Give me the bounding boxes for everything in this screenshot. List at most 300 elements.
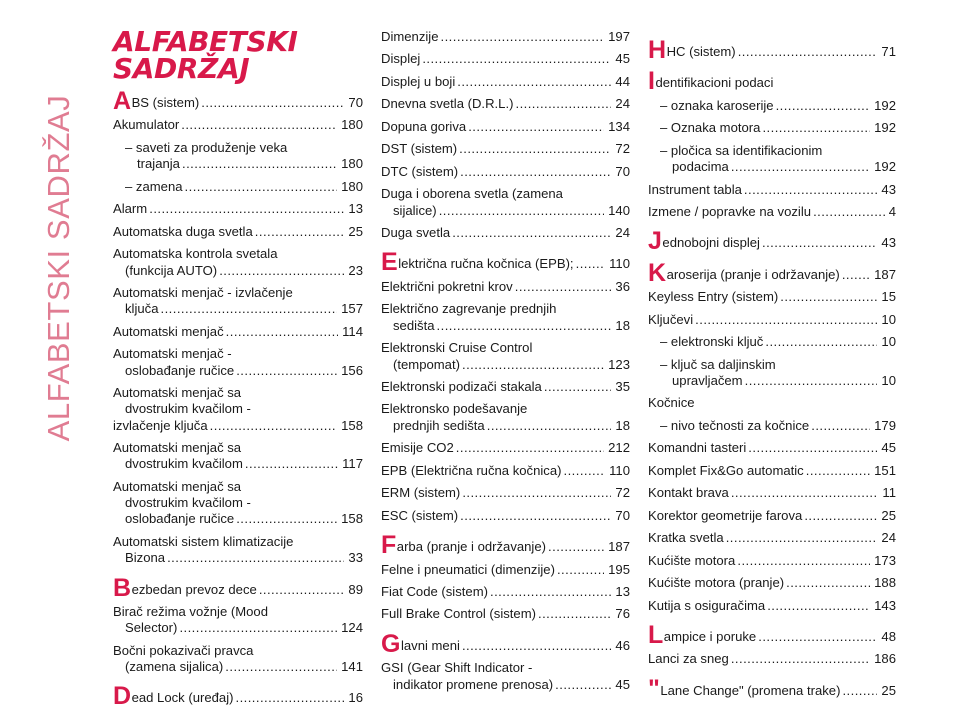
entry-text-wrap [113, 89, 344, 111]
index-entry [113, 224, 363, 240]
entry-page-number: 110 [609, 256, 630, 272]
index-entry [648, 651, 896, 667]
entry-line: Automatski menjač - [113, 346, 232, 362]
entry-label-rest: lavni meni [400, 637, 460, 653]
index-entry [648, 677, 896, 699]
entry-initial-letter: I [648, 67, 655, 96]
index-entry [113, 89, 363, 111]
entry-label-rest: ead Lock (uređaj) [131, 690, 234, 706]
entry-initial-letter: H [648, 38, 667, 61]
index-entry [381, 660, 630, 693]
entry-label [113, 89, 344, 111]
index-column-3 [648, 29, 896, 705]
index-entry [381, 74, 630, 90]
entry-page-number: 72 [615, 141, 630, 157]
entry-line: Automatski sistem klimatizacije [113, 533, 294, 549]
entry-label: Displej . . . [381, 51, 611, 67]
entry-label: Kratka svetla . . . [648, 530, 877, 546]
page-title-line1: ALFABETSKI [113, 25, 298, 58]
index-entry [648, 485, 896, 501]
entry-text-wrap [113, 604, 337, 637]
index-entry [648, 261, 896, 283]
entry-page-number: 45 [615, 676, 630, 692]
entry-text-wrap [113, 643, 337, 676]
entry-label [381, 632, 611, 654]
index-entry [113, 479, 363, 528]
entry-page-number: 4 [888, 204, 896, 220]
entry-label [648, 623, 877, 645]
entry-line: (tempomat) . . . [381, 357, 604, 373]
index-entry [113, 643, 363, 676]
entry-page-number: 10 [881, 311, 896, 327]
entry-text-wrap [113, 324, 338, 340]
entry-page-number: 25 [348, 223, 363, 239]
entry-text-wrap [113, 684, 344, 706]
entry-line: – pločica sa identifikacionim [660, 142, 823, 158]
index-entry [381, 340, 630, 373]
entry-text-wrap [660, 418, 870, 434]
entry-label [113, 246, 344, 279]
index-entry [381, 119, 630, 135]
index-entry [113, 117, 363, 133]
entry-page-number: 192 [874, 97, 896, 113]
entry-text-wrap [648, 312, 877, 328]
index-entry [381, 632, 630, 654]
entry-initial-letter: L [648, 622, 664, 646]
entry-page-number: 25 [881, 507, 896, 523]
entry-line: dvostrukim kvačilom . . . [113, 456, 338, 472]
entry-label: Automatska duga svetla . . . [113, 224, 344, 240]
entry-text-wrap [648, 598, 870, 614]
entry-label: Lanci za sneg . . . [648, 651, 870, 667]
entry-page-number: 140 [608, 202, 630, 218]
entry-label: EPB (Električna ručna kočnica) . . . [381, 463, 605, 479]
index-entry [113, 604, 363, 637]
entry-page-number: 11 [882, 485, 896, 501]
entry-text-wrap [381, 533, 604, 555]
entry-text-wrap [648, 463, 870, 479]
entry-label [381, 660, 611, 693]
entry-label [381, 250, 605, 272]
entry-label: Duga svetla . . . [381, 225, 611, 241]
entry-page-number: 45 [615, 51, 630, 67]
entry-text-wrap [660, 143, 870, 176]
entry-page-number: 35 [615, 379, 630, 394]
entry-page-number: 72 [615, 485, 630, 501]
entry-label-rest: Lane Change" (promena trake) [660, 682, 841, 698]
entry-label: DST (sistem) . . . [381, 141, 611, 157]
entry-label: Dopuna goriva . . . [381, 119, 604, 135]
entry-text-wrap [381, 440, 604, 456]
entry-page-number: 44 [615, 73, 630, 89]
entry-label [381, 401, 611, 434]
entry-text-wrap [381, 485, 611, 501]
entry-initial-letter: " [648, 676, 660, 700]
entry-line: trajanja . . . [125, 156, 337, 172]
entry-text-wrap [381, 29, 604, 45]
entry-line: Bočni pokazivači pravca [113, 642, 254, 658]
entry-page-number: 151 [874, 462, 896, 478]
entry-text-wrap [660, 98, 870, 114]
entry-text-wrap [381, 562, 604, 578]
entry-label: ERM (sistem) . . . [381, 485, 611, 501]
entry-page-number: 43 [881, 181, 896, 197]
entry-line: sedišta . . . [381, 318, 611, 334]
index-entry [113, 684, 363, 706]
side-title-svg [36, 0, 86, 678]
entry-text-wrap [381, 401, 611, 434]
entry-text-wrap [381, 379, 611, 395]
entry-page-number: 188 [874, 575, 896, 591]
entry-page-number: 46 [615, 637, 630, 653]
entry-initial-letter: J [648, 229, 662, 252]
index-entry [648, 623, 896, 645]
entry-page-number: 13 [615, 583, 630, 599]
entry-text-wrap [113, 246, 344, 279]
index-entry [113, 534, 363, 567]
entry-page-number: 18 [615, 417, 630, 433]
entry-text-wrap [648, 553, 870, 569]
entry-page-number: 33 [348, 550, 363, 566]
entry-page-number: 180 [341, 117, 363, 133]
entry-text-wrap [381, 225, 611, 241]
entry-text-wrap [381, 340, 604, 373]
entry-label [660, 143, 870, 176]
index-entry [381, 379, 630, 395]
entry-label: Fiat Code (sistem) . . . [381, 584, 611, 600]
entry-label: DTC (sistem) . . . [381, 164, 611, 180]
index-entry [648, 440, 896, 456]
entry-label [660, 357, 877, 390]
entry-text-wrap [113, 440, 338, 473]
entry-label: – oznaka karoserije . . . [660, 98, 870, 114]
entry-label [113, 285, 337, 318]
entry-line: Selector) . . . [113, 620, 337, 636]
index-entry [113, 179, 363, 195]
index-entry [113, 576, 363, 598]
entry-page-number: 180 [341, 156, 363, 172]
entry-text-wrap [648, 485, 878, 501]
entry-page-number: 10 [881, 334, 896, 350]
entry-label [381, 301, 611, 334]
index-entry [381, 508, 630, 524]
entry-page-number: 114 [342, 323, 363, 339]
entry-line: Elektronsko podešavanje [381, 401, 528, 417]
entry-text-wrap [381, 463, 605, 479]
entry-page-number: 173 [874, 552, 896, 568]
entry-text-wrap [648, 182, 877, 198]
page-title-line2: SADRŽAJ [113, 52, 250, 85]
entry-page-number: 15 [881, 289, 896, 305]
entry-page-number: 43 [881, 235, 896, 251]
entry-label: Elektronski podizači stakala . . . [381, 379, 611, 395]
entry-text-wrap [660, 334, 877, 350]
entry-page-number: 141 [341, 659, 363, 675]
index-entry [648, 98, 896, 114]
entry-page-number: 70 [615, 507, 630, 523]
index-entry [648, 395, 896, 411]
index-entry [381, 250, 630, 272]
index-entry [648, 229, 896, 251]
entry-text-wrap [381, 584, 611, 600]
entry-label [113, 385, 337, 434]
index-entry [113, 324, 363, 340]
index-entry [648, 553, 896, 569]
entry-text-wrap [381, 632, 611, 654]
entry-page-number: 70 [348, 95, 363, 110]
entry-line: ključa . . . [113, 301, 337, 317]
entry-label: Felne i pneumatici (dimenzije) . . . [381, 562, 604, 578]
entry-line: Električno zagrevanje prednjih [381, 301, 557, 317]
entry-line: Automatski menjač sa [113, 478, 242, 494]
entry-label [113, 479, 337, 528]
entry-text-wrap [660, 120, 870, 136]
entry-page-number: 123 [608, 356, 630, 372]
entry-label: Akumulator . . . [113, 117, 337, 133]
index-entry [648, 357, 896, 390]
index-entry [381, 225, 630, 241]
entry-page-number: 18 [615, 317, 630, 333]
index-entry [381, 141, 630, 157]
index-entry [381, 533, 630, 555]
entry-initial-letter: K [648, 260, 667, 283]
entry-label: Dnevna svetla (D.R.L.) . . . [381, 96, 611, 112]
entry-text-wrap [113, 576, 344, 598]
index-entry [648, 598, 896, 614]
entry-page-number: 45 [881, 440, 896, 456]
entry-page-number: 23 [348, 262, 363, 278]
index-entry [648, 312, 896, 328]
entry-line: Birač režima vožnje (Mood [113, 604, 268, 620]
entry-line: (funkcija AUTO) . . . [113, 263, 344, 279]
index-entry [381, 96, 630, 112]
entry-page-number: 124 [341, 620, 363, 636]
entry-text-wrap [381, 119, 604, 135]
entry-text-wrap [648, 508, 877, 524]
entry-label: Emisije CO2 . . . [381, 440, 604, 456]
entry-page-number: 10 [881, 372, 896, 388]
entry-page-number: 186 [874, 651, 896, 667]
index-entry [648, 530, 896, 546]
index-column-2 [381, 29, 630, 699]
entry-label: – elektronski ključ . . . [660, 334, 877, 350]
entry-text-wrap [381, 74, 611, 90]
entry-line: indikator promene prenosa) . . . [381, 677, 611, 693]
entry-line: oslobađanje ručice . . . [113, 363, 337, 379]
entry-label: Automatski menjač . . . [113, 324, 338, 340]
side-section-title [36, 0, 86, 678]
entry-label: Full Brake Control (sistem) . . . [381, 606, 611, 622]
entry-label-rest: ezbedan prevoz dece [131, 581, 257, 597]
entry-label-rest: ampice i poruke [663, 628, 757, 644]
entry-label: – zamena . . . [125, 179, 337, 195]
entry-line: upravljačem . . . [660, 373, 877, 389]
entry-text-wrap [381, 508, 611, 524]
entry-label [648, 38, 877, 60]
index-entry [113, 440, 363, 473]
entry-label [113, 576, 344, 598]
entry-label: Kućište motora (pranje) . . . [648, 575, 870, 591]
entry-page-number: 197 [608, 29, 630, 44]
entry-text-wrap [125, 179, 337, 195]
index-entry [381, 301, 630, 334]
index-entry [648, 418, 896, 434]
entry-line: Bizona . . . [113, 550, 344, 566]
entry-label-rest: dentifikacioni podaci [655, 75, 774, 91]
entry-label: Instrument tabla . . . [648, 182, 877, 198]
index-entry [381, 51, 630, 67]
entry-line: dvostrukim kvačilom - [125, 401, 251, 417]
entry-page-number: 180 [341, 178, 363, 194]
entry-page-number: 187 [874, 266, 896, 282]
index-entry [381, 186, 630, 219]
entry-text-wrap [648, 229, 877, 251]
entry-page-number: 24 [615, 96, 630, 112]
index-entry [113, 385, 363, 434]
entry-text-wrap [113, 117, 337, 133]
entry-label: Displej u boji . . . [381, 74, 611, 90]
index-entry [113, 285, 363, 318]
index-column-1 [113, 80, 363, 713]
entry-line: Automatska kontrola svetala [113, 246, 278, 262]
index-entry [381, 463, 630, 479]
entry-text-wrap [381, 96, 611, 112]
entry-page-number: 110 [609, 462, 630, 478]
entry-page-number: 187 [608, 539, 630, 555]
entry-label [648, 229, 877, 251]
index-entry [381, 562, 630, 578]
index-entry [381, 606, 630, 622]
entry-label: – Oznaka motora . . . [660, 120, 870, 136]
entry-line: Duga i oborena svetla (zamena [381, 186, 563, 202]
entry-label [113, 440, 338, 473]
entry-text-wrap [381, 301, 611, 334]
entry-page-number: 89 [348, 581, 363, 597]
entry-page-number: 195 [608, 561, 630, 577]
page-title [113, 25, 298, 85]
entry-text-wrap [648, 289, 877, 305]
entry-page-number: 48 [881, 628, 896, 644]
entry-label [125, 140, 337, 173]
entry-label-rest: lektrična ručna kočnica (EPB); [398, 256, 574, 272]
entry-text-wrap [381, 51, 611, 67]
entry-line: podacima . . . [660, 159, 870, 175]
index-entry [648, 38, 896, 60]
entry-text-wrap [381, 164, 611, 180]
entry-text-wrap [648, 395, 892, 411]
index-entry [113, 201, 363, 217]
index-entry [381, 485, 630, 501]
entry-text-wrap [113, 285, 337, 318]
entry-text-wrap [381, 660, 611, 693]
entry-label: Komandni tasteri . . . [648, 440, 877, 456]
entry-page-number: 13 [348, 201, 363, 217]
entry-text-wrap [648, 575, 870, 591]
entry-page-number: 158 [341, 417, 363, 433]
entry-page-number: 192 [874, 159, 896, 175]
entry-page-number: 156 [341, 362, 363, 378]
entry-label: Keyless Entry (sistem) . . . [648, 289, 877, 305]
entry-text-wrap [660, 357, 877, 390]
entry-label [648, 261, 870, 283]
index-entry [648, 575, 896, 591]
entry-page-number: 24 [615, 225, 630, 241]
side-title-text: ALFABETSKI SADRŽAJ [41, 94, 76, 442]
entry-text-wrap [648, 440, 877, 456]
entry-line: izvlačenje ključa . . . [113, 418, 337, 434]
entry-page-number: 134 [608, 118, 630, 134]
entry-initial-letter: B [113, 575, 132, 598]
index-entry [648, 334, 896, 350]
entry-page-number: 157 [341, 301, 363, 317]
entry-line: Automatski menjač sa [113, 385, 242, 401]
entry-text-wrap [648, 261, 870, 283]
entry-line: Automatski menjač sa [113, 440, 242, 456]
entry-label-rest: aroserija (pranje i održavanje) [666, 266, 840, 282]
entry-text-wrap [648, 623, 877, 645]
entry-label-rest: HC (sistem) [666, 44, 736, 59]
index-entry [648, 508, 896, 524]
index-entry [381, 401, 630, 434]
entry-page-number: 143 [874, 597, 896, 613]
index-entry [648, 67, 896, 96]
entry-label: ESC (sistem) . . . [381, 508, 611, 524]
entry-label: Dimenzije . . . [381, 29, 604, 45]
entry-label: Komplet Fix&Go automatic . . . [648, 463, 870, 479]
entry-text-wrap [113, 346, 337, 379]
entry-page-number: 117 [342, 456, 363, 472]
entry-page-number: 70 [615, 163, 630, 179]
entry-page-number: 76 [615, 606, 630, 622]
entry-page-number: 192 [874, 120, 896, 136]
entry-text-wrap [648, 204, 885, 220]
entry-line: GSI (Gear Shift Indicator - [381, 660, 533, 676]
entry-text-wrap [648, 530, 877, 546]
entry-label: Korektor geometrije farova . . . [648, 508, 877, 524]
entry-label [113, 346, 337, 379]
entry-text-wrap [648, 38, 877, 60]
entry-text-wrap [125, 140, 337, 173]
index-entry [648, 463, 896, 479]
index-entry [113, 140, 363, 173]
entry-text-wrap [648, 67, 892, 96]
entry-line: prednjih sedišta . . . [381, 418, 611, 434]
entry-label [648, 677, 877, 699]
entry-line: Automatski menjač - izvlačenje [113, 284, 293, 300]
entry-page-number: 179 [874, 417, 896, 433]
entry-label: Električni pokretni krov . . . [381, 279, 611, 295]
entry-label-rest: ednobojni displej [662, 235, 760, 251]
entry-label: – nivo tečnosti za kočnice . . . [660, 418, 870, 434]
entry-label [113, 643, 337, 676]
index-entry [381, 279, 630, 295]
entry-initial-letter: A [113, 89, 132, 112]
entry-label [113, 684, 344, 706]
index-entry [113, 246, 363, 279]
index-entry [381, 164, 630, 180]
entry-line: – ključ sa daljinskim [660, 356, 776, 372]
entry-line: sijalice) . . . [381, 203, 604, 219]
index-entry [648, 204, 896, 220]
entry-label-rest: BS (sistem) [131, 95, 200, 110]
entry-line: oslobađanje ručice . . . [113, 511, 337, 527]
entry-label [113, 604, 337, 637]
entry-label [113, 534, 344, 567]
entry-label [381, 533, 604, 555]
entry-label [648, 67, 774, 96]
index-entry [381, 29, 630, 45]
entry-label: Ključevi . . . [648, 312, 877, 328]
